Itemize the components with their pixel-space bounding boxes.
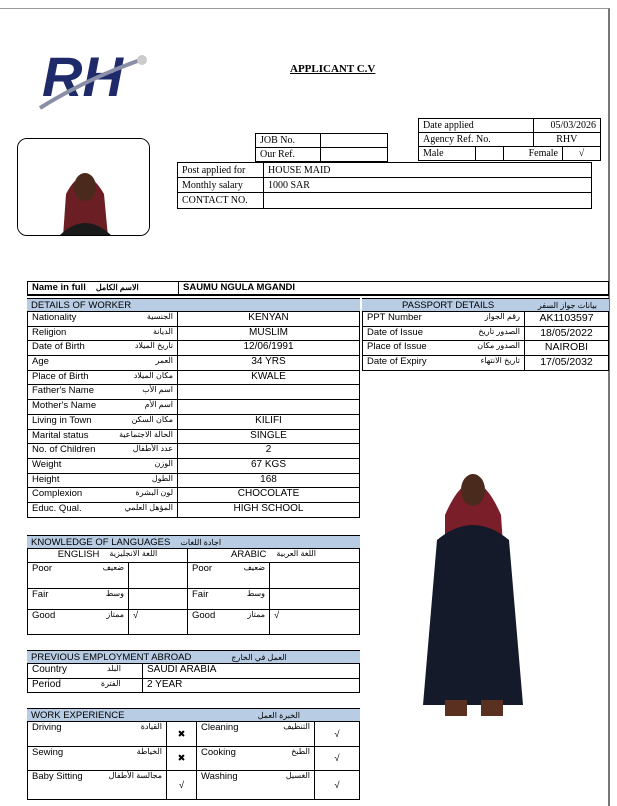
field-label-ar: التنظيف xyxy=(283,722,310,731)
language-name-ar: اللغة الانجليزية xyxy=(109,549,158,558)
employment-header: PREVIOUS EMPLOYMENT ABROAD xyxy=(31,652,192,663)
field-label: Age xyxy=(32,356,49,368)
detail-row xyxy=(27,385,360,400)
detail-row xyxy=(27,415,360,430)
date-applied: 05/03/2026 xyxy=(533,119,601,133)
detail-value xyxy=(178,400,360,414)
english-level-mark: √ xyxy=(129,610,188,634)
detail-value: 34 YRS xyxy=(178,356,360,370)
job-no-label: JOB No. xyxy=(256,134,321,148)
female-checkbox: √ xyxy=(563,147,601,161)
languages-header-ar: اجادة اللغات xyxy=(180,538,222,547)
field-label: Country xyxy=(32,664,68,675)
passport-row xyxy=(362,312,609,327)
field-label: Sewing xyxy=(32,747,64,758)
male-label: Male xyxy=(419,147,476,161)
field-label: Baby Sitting xyxy=(32,771,83,782)
detail-row xyxy=(27,474,360,489)
field-label: Religion xyxy=(32,326,67,338)
language-name: ARABIC xyxy=(231,549,267,560)
field-label-ar: ممتاز xyxy=(247,610,265,619)
field-label-ar: ممتاز xyxy=(106,610,124,619)
detail-row xyxy=(27,503,360,518)
name-label: Name in full xyxy=(32,282,86,293)
field-label: Fair xyxy=(32,589,49,600)
worker-full-photo xyxy=(405,455,545,725)
contact-value xyxy=(264,193,592,209)
agency-logo xyxy=(38,38,150,118)
passport-value: 17/05/2032 xyxy=(525,356,609,370)
detail-row xyxy=(27,312,360,327)
language-name: ENGLISH xyxy=(57,549,100,560)
field-label: Nationality xyxy=(32,312,77,323)
field-label: Cooking xyxy=(201,747,236,758)
female-label: Female xyxy=(504,147,563,161)
work-row xyxy=(27,722,360,747)
language-names-row xyxy=(27,549,360,563)
employment-header-ar: العمل في الخارج xyxy=(231,653,287,662)
our-ref-label: Our Ref. xyxy=(256,148,321,162)
field-label: PPT Number xyxy=(367,312,422,323)
field-label: Driving xyxy=(32,722,62,733)
field-label: Period xyxy=(32,678,61,690)
salary-value: 1000 SAR xyxy=(264,178,592,193)
work-skill-mark: ✖ xyxy=(167,747,197,770)
employment-value: 2 YEAR xyxy=(143,679,360,693)
employment-section xyxy=(27,650,360,693)
passport-row xyxy=(362,356,609,371)
employment-row xyxy=(27,679,360,694)
detail-row xyxy=(27,341,360,356)
detail-value: 168 xyxy=(178,474,360,488)
date-applied-label: Date applied xyxy=(419,119,534,133)
detail-value: HIGH SCHOOL xyxy=(178,503,360,517)
field-label: Washing xyxy=(201,771,238,782)
passport-value: AK1103597 xyxy=(525,312,609,326)
work-row xyxy=(27,771,360,800)
job-no-value xyxy=(321,134,388,148)
field-label-ar: تاريخ الانتهاء xyxy=(480,356,520,366)
field-label: Marital status xyxy=(32,429,89,441)
job-ref-table xyxy=(255,133,388,162)
field-label: Place of Issue xyxy=(367,341,427,353)
field-label-ar: الصدور تاريخ xyxy=(478,326,520,336)
field-label: Fair xyxy=(192,589,209,600)
field-label-ar: القيادة xyxy=(140,722,162,731)
employment-row xyxy=(27,664,360,679)
passport-header-ar: بيانات جواز السفر xyxy=(537,301,597,310)
field-label-ar: الجنسية xyxy=(146,312,173,321)
field-label: Weight xyxy=(32,458,62,470)
detail-row xyxy=(27,400,360,415)
field-label-ar: مكان الميلاد xyxy=(133,370,173,380)
detail-row xyxy=(27,444,360,459)
passport-header: PASSPORT DETAILS xyxy=(402,300,495,311)
passport-value: NAIROBI xyxy=(525,341,609,355)
language-level-row xyxy=(27,563,360,589)
arabic-level-mark xyxy=(270,563,360,588)
application-info-table xyxy=(418,118,601,161)
field-label-ar: اسم الأم xyxy=(144,400,173,410)
field-label-ar: العمر xyxy=(155,356,173,366)
field-label-ar: الطول xyxy=(151,473,173,483)
field-label: Date of Issue xyxy=(367,326,423,338)
work-skill-mark: √ xyxy=(167,771,197,799)
field-label-ar: الغسيل xyxy=(285,771,310,780)
applicant-portrait xyxy=(17,138,150,236)
field-label-ar: لون البشرة xyxy=(135,488,173,498)
detail-value: KILIFI xyxy=(178,415,360,429)
field-label: Good xyxy=(32,610,56,621)
employment-value: SAUDI ARABIA xyxy=(143,664,360,678)
passport-row xyxy=(362,327,609,342)
worker-details-header: DETAILS OF WORKER xyxy=(27,298,360,312)
arabic-level-mark: √ xyxy=(270,610,360,634)
detail-value: 12/06/1991 xyxy=(178,341,360,355)
agency-ref-label: Agency Ref. No. xyxy=(419,133,534,147)
field-label: Educ. Qual. xyxy=(32,502,82,514)
contact-label: CONTACT NO. xyxy=(178,193,264,209)
detail-value: MUSLIM xyxy=(178,327,360,341)
post-value: HOUSE MAID xyxy=(264,163,592,178)
field-label-ar: وسط xyxy=(246,589,265,598)
name-row xyxy=(27,281,609,296)
svg-text:RH: RH xyxy=(42,45,123,108)
passport-row xyxy=(362,341,609,356)
field-label-ar: البلد xyxy=(107,664,121,673)
field-label-ar: ضعيف xyxy=(102,563,124,572)
field-label-ar: مجالسة الأطفال xyxy=(108,771,162,780)
detail-value xyxy=(178,385,360,399)
detail-row xyxy=(27,371,360,386)
work-skill-mark: √ xyxy=(315,722,360,746)
field-label: Good xyxy=(192,610,216,621)
detail-row xyxy=(27,430,360,445)
name-label-ar: الاسم الكامل xyxy=(95,283,139,292)
field-label: Father's Name xyxy=(32,385,95,397)
male-checkbox xyxy=(476,147,504,161)
languages-header: KNOWLEDGE OF LANGUAGES xyxy=(31,537,171,548)
field-label-ar: الوزن xyxy=(154,458,173,468)
field-label: Date of Birth xyxy=(32,341,85,353)
language-name-ar: اللغة العربية xyxy=(276,549,316,558)
detail-value: 67 KGS xyxy=(178,459,360,473)
detail-value: 2 xyxy=(178,444,360,458)
detail-row xyxy=(27,488,360,503)
detail-row xyxy=(27,459,360,474)
passport-details xyxy=(362,298,609,371)
work-header-ar: الخبرة العمل xyxy=(257,711,300,720)
field-label: No. of Children xyxy=(32,444,96,456)
detail-row xyxy=(27,356,360,371)
english-level-mark xyxy=(129,589,188,609)
work-skill-mark: √ xyxy=(315,771,360,799)
field-label-ar: عدد الأطفال xyxy=(132,444,173,454)
work-header: WORK EXPERIENCE xyxy=(31,710,125,721)
full-name: SAUMU NGULA MGANDI xyxy=(183,282,296,293)
field-label-ar: تاريخ الميلاد xyxy=(134,341,173,351)
worker-details xyxy=(27,298,360,518)
field-label: Place of Birth xyxy=(32,370,89,382)
field-label-ar: وسط xyxy=(105,589,124,598)
detail-value: SINGLE xyxy=(178,430,360,444)
field-label-ar: الطبخ xyxy=(291,747,310,756)
field-label: Poor xyxy=(32,563,53,574)
document-title: APPLICANT C.V xyxy=(290,63,376,75)
work-row xyxy=(27,747,360,771)
field-label-ar: ضعيف xyxy=(243,563,265,572)
field-label: Poor xyxy=(192,563,213,574)
post-table xyxy=(177,162,592,209)
arabic-level-mark xyxy=(270,589,360,609)
field-label-ar: مكان السكن xyxy=(131,414,173,424)
passport-value: 18/05/2022 xyxy=(525,327,609,341)
detail-value: CHOCOLATE xyxy=(178,488,360,502)
field-label: Mother's Name xyxy=(32,400,97,412)
field-label: Living in Town xyxy=(32,414,92,426)
language-level-row xyxy=(27,589,360,610)
our-ref-value xyxy=(321,148,388,162)
field-label-ar: اسم الأب xyxy=(142,385,173,395)
field-label-ar: الديانة xyxy=(152,326,173,336)
field-label-ar: المؤهل العلمي xyxy=(124,502,173,512)
salary-label: Monthly salary xyxy=(178,178,264,193)
field-label-ar: الحالة الاجتماعية xyxy=(119,429,173,439)
detail-row xyxy=(27,327,360,342)
languages-section xyxy=(27,535,360,635)
field-label-ar: الفترة xyxy=(100,678,121,688)
language-level-row xyxy=(27,610,360,635)
field-label: Date of Expiry xyxy=(367,356,427,368)
field-label-ar: الصدور مكان xyxy=(477,341,520,351)
field-label: Height xyxy=(32,473,60,485)
english-level-mark xyxy=(129,563,188,588)
work-skill-mark: √ xyxy=(315,747,360,770)
work-skill-mark: ✖ xyxy=(167,722,197,746)
post-label: Post applied for xyxy=(178,163,264,178)
detail-value: KENYAN xyxy=(178,312,360,326)
work-experience-section xyxy=(27,708,360,800)
field-label: Complexion xyxy=(32,488,83,500)
field-label-ar: الخياطة xyxy=(136,747,162,756)
detail-value: KWALE xyxy=(178,371,360,385)
field-label-ar: رقم الجواز xyxy=(484,312,520,321)
field-label: Cleaning xyxy=(201,722,239,733)
agency-ref: RHV xyxy=(533,133,601,147)
